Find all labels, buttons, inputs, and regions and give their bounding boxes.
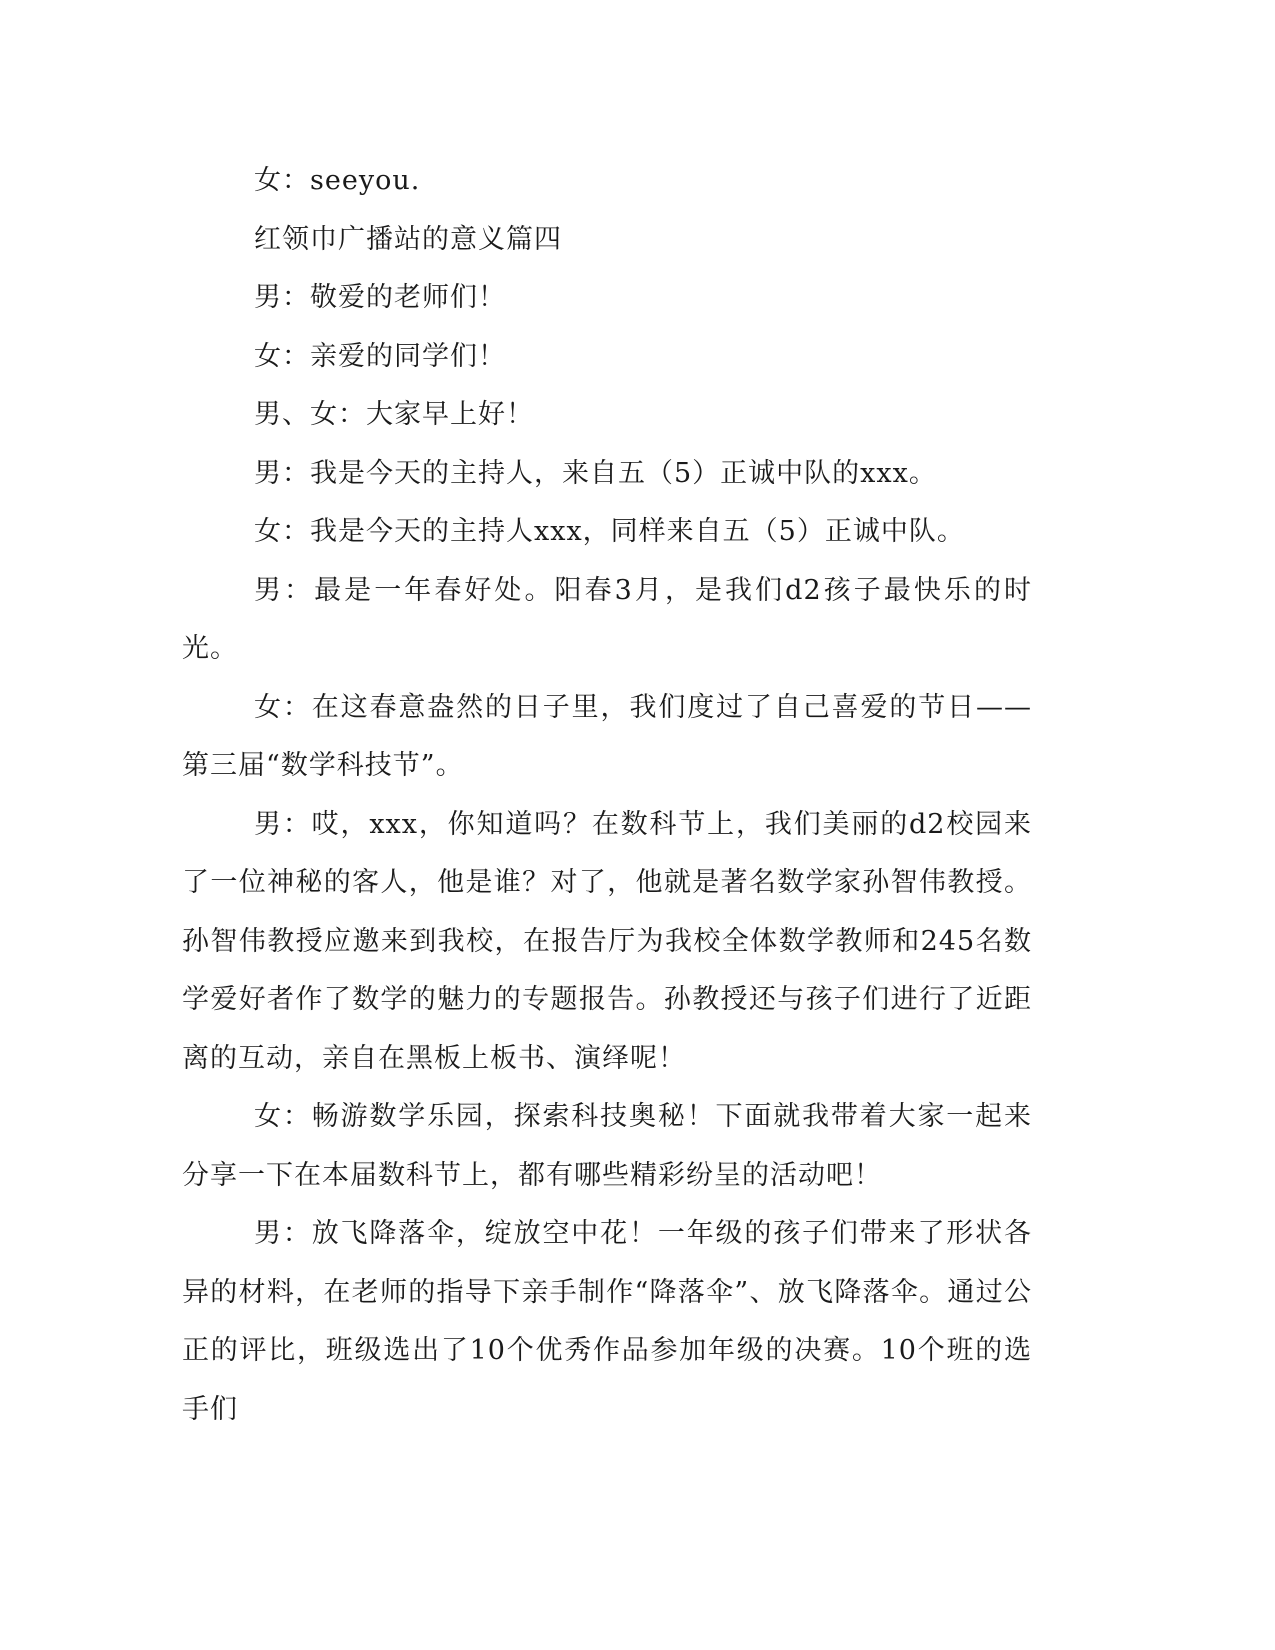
paragraph-male-intro: 男：我是今天的主持人，来自五（5）正诚中队的xxx。 (254, 457, 937, 489)
paragraph-female-goodbye: 女：seeyou. (254, 165, 421, 196)
paragraph-male-professor: 男：哎，xxx，你知道吗？在数科节上，我们美丽的d2校园来了一位神秘的客人，他是谁？对了，他就是著名数学家孙智伟教授。孙智伟教授应邀来到我校，在报告厅为我校全体数学教师和245名数学爱好者作了数学的魅力的专题报告。孙教授还与孩子们进行了近距离的互动，亲自在黑板上板书、演绎呢！ (182, 808, 1032, 1074)
section-heading: 红领巾广播站的意义篇四 (254, 223, 562, 255)
paragraph-female-activities: 女：畅游数学乐园，探索科技奥秘！下面就我带着大家一起来分享一下在本届数科节上，都有哪些精彩纷呈的活动吧！ (182, 1101, 1032, 1191)
paragraph-female-intro: 女：我是今天的主持人xxx，同样来自五（5）正诚中队。 (254, 516, 965, 547)
paragraph-female-festival: 女：在这春意盎然的日子里，我们度过了自己喜爱的节日——第三届“数学科技节”。 (182, 691, 1032, 781)
paragraph-male-spring: 男：最是一年春好处。阳春3月，是我们d2孩子最快乐的时光。 (182, 574, 1032, 664)
paragraph-joint-greeting: 男、女：大家早上好！ (254, 399, 534, 430)
paragraph-male-parachute: 男：放飞降落伞，绽放空中花！一年级的孩子们带来了形状各异的材料，在老师的指导下亲手制作“降落伞”、放飞降落伞。通过公正的评比，班级选出了10个优秀作品参加年级的决赛。10个班的选手们 (182, 1218, 1032, 1425)
paragraph-female-greeting-students: 女：亲爱的同学们！ (254, 340, 506, 372)
paragraph-male-greeting-teachers: 男：敬爱的老师们！ (254, 282, 506, 313)
document-body (182, 152, 1032, 1439)
